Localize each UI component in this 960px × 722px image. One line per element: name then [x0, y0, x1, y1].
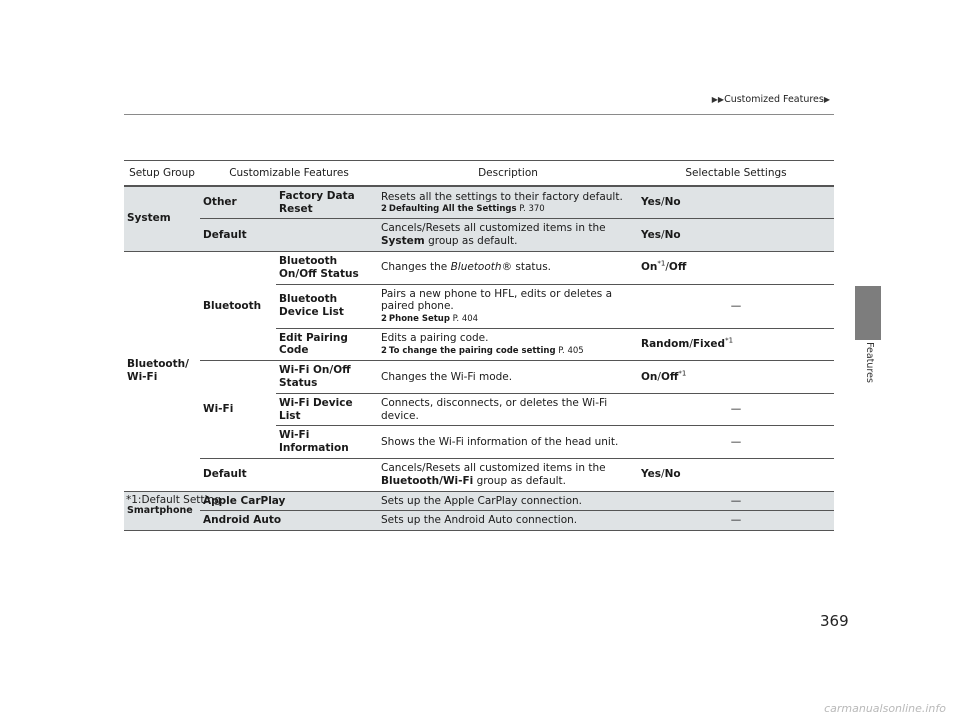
watermark: carmanualsonline.info: [824, 702, 946, 715]
section-tab-label: Features: [863, 341, 875, 383]
setting-wifi-information: —: [638, 426, 834, 459]
customizable-features-table: [124, 160, 834, 531]
description-android-auto: Sets up the Android Auto connection.: [378, 511, 638, 531]
setting-bluetooth-device-list: —: [638, 284, 834, 328]
group-system: System: [124, 186, 200, 252]
header-setup-group: Setup Group: [124, 161, 200, 186]
description-system-default: Cancels/Resets all customized items in the System group as default.: [378, 219, 638, 252]
table-row: [124, 219, 834, 252]
description-edit-pairing-code: Edits a pairing code. 2 To change the pairing code setting P. 405: [378, 328, 638, 361]
footnote: *1:Default Setting: [126, 494, 221, 506]
description-wifi-onoff-status: Changes the Wi-Fi mode.: [378, 361, 638, 394]
header-description: Description: [378, 161, 638, 186]
table-row: [124, 491, 834, 511]
feature-edit-pairing-code: Edit Pairing Code: [276, 328, 378, 361]
feature-wifi-information: Wi-Fi Information: [276, 426, 378, 459]
feature-factory-data-reset: Factory Data Reset: [276, 186, 378, 219]
description-factory-data-reset: Resets all the settings to their factory default. 2 Defaulting All the Settings P. 370: [378, 186, 638, 219]
feature-apple-carplay: Apple CarPlay: [200, 491, 378, 511]
setting-bluetooth-wifi-default: Yes/No: [638, 458, 834, 491]
setting-wifi-device-list: —: [638, 393, 834, 426]
feature-bluetooth-wifi-default: Default: [200, 458, 378, 491]
description-apple-carplay: Sets up the Apple CarPlay connection.: [378, 491, 638, 511]
table-row: [124, 186, 834, 219]
header-rule: [124, 114, 834, 115]
cross-reference[interactable]: 2 To change the pairing code setting P. 405: [381, 346, 584, 357]
reference-arrow-icon: 2: [381, 314, 387, 325]
reference-arrow-icon: 2: [381, 204, 387, 215]
description-wifi-information: Shows the Wi-Fi information of the head unit.: [378, 426, 638, 459]
description-bluetooth-wifi-default: Cancels/Resets all customized items in the Bluetooth/Wi-Fi group as default.: [378, 458, 638, 491]
setting-factory-data-reset: Yes/No: [638, 186, 834, 219]
table-row: [124, 458, 834, 491]
feature-wifi-device-list: Wi-Fi Device List: [276, 393, 378, 426]
cross-reference[interactable]: 2 Phone Setup P. 404: [381, 314, 479, 325]
description-wifi-device-list: Connects, disconnects, or deletes the Wi-Fi device.: [378, 393, 638, 426]
setting-system-default: Yes/No: [638, 219, 834, 252]
feature-bluetooth-device-list: Bluetooth Device List: [276, 284, 378, 328]
subgroup-bluetooth: Bluetooth: [200, 251, 276, 360]
subgroup-wifi: Wi-Fi: [200, 361, 276, 459]
cross-reference[interactable]: 2 Defaulting All the Settings P. 370: [381, 204, 545, 215]
setting-bluetooth-onoff-status: On$^{*1}$/Off: [638, 251, 834, 284]
feature-bluetooth-onoff-status: Bluetooth On/Off Status: [276, 251, 378, 284]
description-bluetooth-device-list: Pairs a new phone to HFL, edits or deletes a paired phone. 2 Phone Setup P. 404: [378, 284, 638, 328]
setting-apple-carplay: —: [638, 491, 834, 511]
breadcrumb-end-arrow-icon: ▶: [823, 95, 830, 104]
feature-wifi-onoff-status: Wi-Fi On/Off Status: [276, 361, 378, 394]
setting-edit-pairing-code: Random/Fixed$^{*1}$: [638, 328, 834, 361]
subgroup-other: Other: [200, 186, 276, 219]
table-row: [124, 361, 834, 394]
header-selectable-settings: Selectable Settings: [638, 161, 834, 186]
table-row: [124, 511, 834, 531]
setting-wifi-onoff-status: On/Off$^{*1}$: [638, 361, 834, 394]
setting-android-auto: —: [638, 511, 834, 531]
group-smartphone: Smartphone: [124, 491, 200, 531]
breadcrumb-arrow-icon: ▶▶: [711, 95, 725, 104]
feature-android-auto: Android Auto: [200, 511, 378, 531]
table-header-row: [124, 161, 834, 186]
group-bluetooth-wifi: Bluetooth/ Wi-Fi: [124, 251, 200, 491]
header-customizable-features: Customizable Features: [200, 161, 378, 186]
breadcrumb-text: Customized Features: [724, 94, 824, 105]
page-number: 369: [820, 612, 849, 630]
reference-arrow-icon: 2: [381, 346, 387, 357]
table-row: [124, 251, 834, 284]
description-bluetooth-onoff-status: Changes the Bluetooth® status.: [378, 251, 638, 284]
feature-system-default: Default: [200, 219, 378, 252]
breadcrumb: [0, 94, 830, 105]
